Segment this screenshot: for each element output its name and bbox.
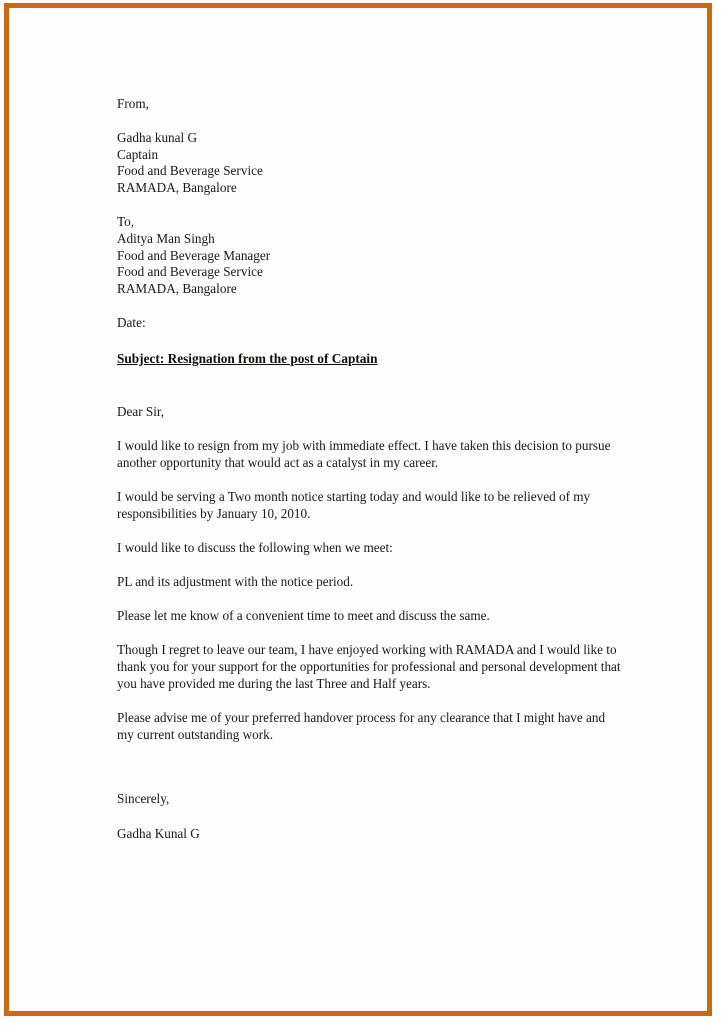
body-paragraph-4: PL and its adjustment with the notice period. bbox=[117, 573, 354, 589]
recipient-title: Food and Beverage Manager bbox=[117, 247, 271, 263]
from-label: From, bbox=[117, 96, 149, 111]
signature-name: Gadha Kunal G bbox=[117, 825, 200, 841]
date-label: Date: bbox=[117, 314, 146, 330]
recipient-address-block bbox=[117, 214, 629, 298]
body-paragraph-2: I would be serving a Two month notice starting today and would like to be relieved of my responsibilities by January 10, 2010. bbox=[117, 488, 591, 521]
sender-address-block bbox=[117, 96, 629, 197]
body-paragraph-6: Though I regret to leave our team, I have enjoyed working with RAMADA and I would like to thank you for your support for the opportunities for professional and personal development that you have provided me during the last Three and Half years. bbox=[117, 641, 621, 691]
recipient-location: RAMADA, Bangalore bbox=[117, 281, 237, 297]
salutation: Dear Sir, bbox=[117, 403, 165, 419]
date-block bbox=[117, 315, 629, 332]
sender-location: RAMADA, Bangalore bbox=[117, 180, 237, 196]
recipient-department: Food and Beverage Service bbox=[117, 264, 263, 280]
subject-line: Subject: Resignation from the post of Captain bbox=[117, 350, 378, 366]
to-label: To, bbox=[117, 213, 135, 229]
sender-name: Gadha kunal G bbox=[117, 129, 198, 145]
sender-title: Captain bbox=[117, 146, 159, 162]
body-paragraph-1: I would like to resign from my job with immediate effect. I have taken this decision to pursue another opportunity that would act as a catalyst in my career. bbox=[117, 437, 611, 470]
subject-block bbox=[117, 350, 629, 385]
body-paragraph-5: Please let me know of a convenient time to meet and discuss the same. bbox=[117, 607, 490, 623]
letter-page-frame bbox=[4, 3, 712, 1016]
body-paragraph-3: I would like to discuss the following when we meet: bbox=[117, 539, 393, 555]
recipient-name: Aditya Man Singh bbox=[117, 230, 215, 246]
letter-content bbox=[117, 96, 629, 842]
sender-department: Food and Beverage Service bbox=[117, 163, 263, 179]
from-spacer bbox=[117, 113, 629, 130]
closing-spacer bbox=[117, 760, 629, 790]
valediction: Sincerely, bbox=[117, 790, 170, 806]
body-paragraph-7: Please advise me of your preferred handover process for any clearance that I might have and my current outstanding work. bbox=[117, 709, 606, 742]
